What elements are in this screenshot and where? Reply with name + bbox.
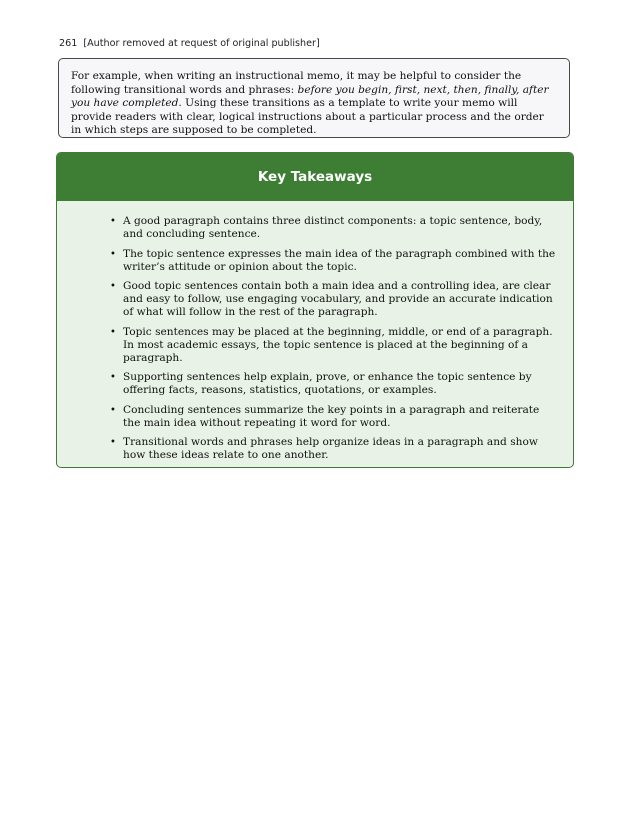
key-takeaways-box [56,152,574,468]
takeaway-text: Good topic sentences contain both a main idea and a controlling idea, are clear and easy to follow, use engaging vocabulary, and provide an accurate indication of what will follow in the rest of the paragraph. [123,280,553,318]
bullet-icon: • [110,437,116,448]
takeaway-text: Topic sentences may be placed at the beginning, middle, or end of a paragraph. In most academic essays, the topic sentence is placed at the beginning of a paragraph. [123,325,553,364]
takeaway-item [110,371,559,397]
takeaway-item [110,280,559,319]
takeaway-item [110,215,559,241]
key-takeaways-title: Key Takeaways [57,153,573,201]
takeaway-text: Supporting sentences help explain, prove, or enhance the topic sentence by offering facts, reasons, statistics, quotations, or examples. [123,371,532,396]
page-header [59,38,320,49]
takeaway-text: Concluding sentences summarize the key points in a paragraph and reiterate the main idea without repeating it word for word. [123,403,540,429]
takeaway-item [110,436,559,462]
bullet-icon: • [110,248,116,260]
example-paragraph [71,70,557,138]
bullet-icon: • [110,326,116,338]
takeaway-text: Transitional words and phrases help organize ideas in a paragraph and show how these ideas relate to one another. [123,436,538,461]
bullet-icon: • [110,281,116,292]
takeaways-list [57,201,573,462]
example-text-before: For example, when writing an instructional memo, it may be helpful to consider the following transitional words and phrases: [71,70,522,96]
bullet-icon: • [110,404,116,416]
bullet-icon: • [110,372,116,383]
takeaway-item [110,325,559,365]
running-title: [Author removed at request of original publisher] [83,38,320,49]
page-number: 261 [59,38,78,49]
bullet-icon: • [110,216,116,227]
takeaway-item [110,247,559,274]
example-italic-phrases: before you begin, first, next, then, finally, after you have completed [71,83,549,110]
example-textbox [58,58,570,138]
takeaway-text: A good paragraph contains three distinct components: a topic sentence, body, and concluding sentence. [123,215,543,240]
takeaway-text: The topic sentence expresses the main idea of the paragraph combined with the writer’s attitude or opinion about the topic. [123,247,556,273]
takeaway-item [110,403,559,430]
example-text-after: . Using these transitions as a template to write your memo will provide readers with clear, logical instructions about a particular process and the order in which steps are supposed to be completed. [71,97,544,137]
